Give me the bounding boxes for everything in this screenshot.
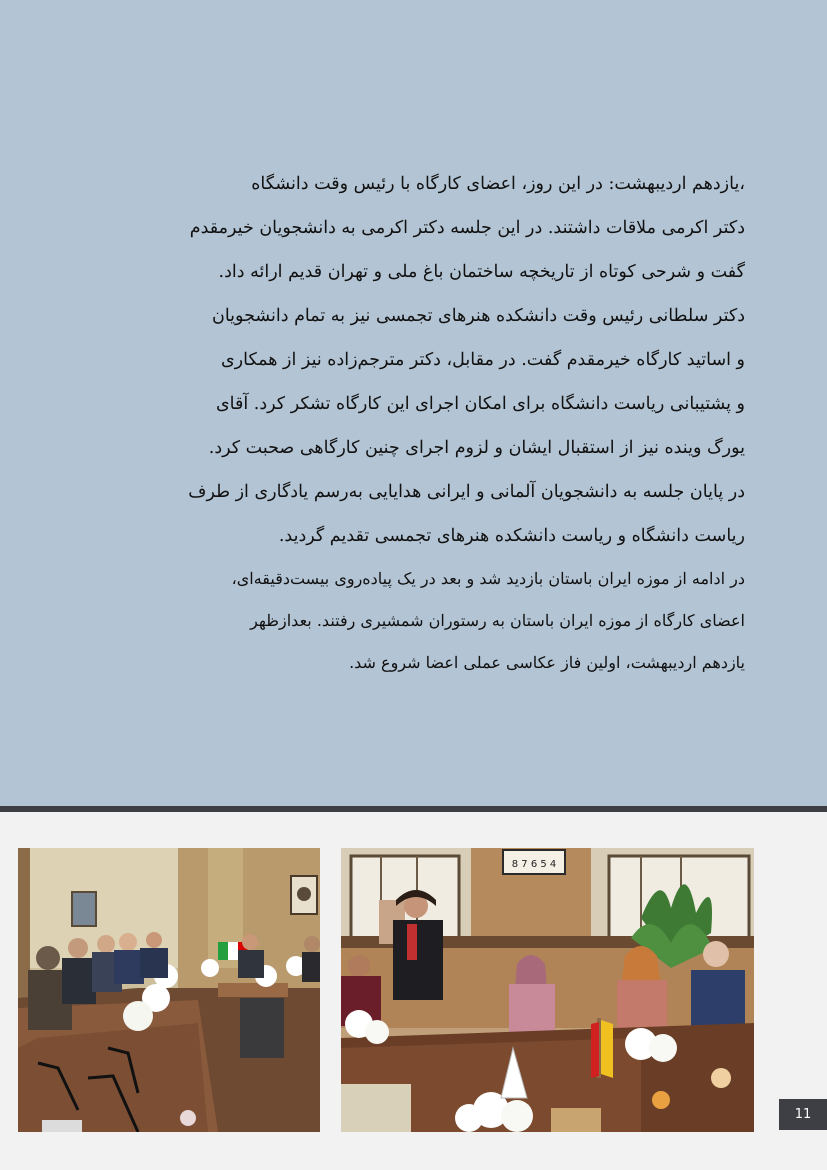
clock-digits: 8 7 6 5 4 — [511, 859, 557, 870]
text-line: و پشتیبانی ریاست دانشگاه برای امکان اجرای این کارگاه تشکر کرد. آقای — [215, 394, 745, 414]
text-line: در ادامه از موزه ایران باستان بازدید شد و بعد در یک پیاده‌روی بیست‌دقیقه‌ای، — [231, 569, 745, 588]
meeting-photo-left — [18, 848, 320, 1132]
paragraph-museum — [105, 558, 745, 684]
meeting-room-illustration — [341, 848, 754, 1132]
text-line: ،یازدهم اردیبهشت: در این روز، اعضای کارگاه با رئیس وقت دانشگاه — [251, 174, 745, 194]
text-line: در پایان جلسه به دانشجویان آلمانی و ایرانی هدایایی به‌رسم یادگاری از طرف — [188, 482, 745, 502]
page-number: 11 — [779, 1099, 827, 1130]
article-text — [105, 162, 745, 684]
meeting-photo-right — [341, 848, 754, 1132]
text-line: ریاست دانشگاه و ریاست دانشکده هنرهای تجمسی تقدیم گردید. — [278, 526, 745, 546]
text-line: دکتر اکرمی ملاقات داشتند. در این جلسه دکتر اکرمی به دانشجویان خیرمقدم — [189, 218, 745, 238]
text-line: دکتر سلطانی رئیس وقت دانشکده هنرهای تجمسی نیز به تمام دانشجویان — [211, 306, 745, 326]
text-line: و اساتید کارگاه خیرمقدم گفت. در مقابل، دکتر مترجم‌زاده نیز از همکاری — [220, 350, 745, 370]
text-line: یورگ وینده نیز از استقبال ایشان و لزوم اجرای چنین کارگاهی صحبت کرد. — [208, 438, 745, 458]
text-line: اعضای کارگاه از موزه ایران باستان به رستوران شمشیری رفتند. بعدازظهر — [250, 611, 745, 630]
text-line: یازدهم اردیبهشت، اولین فاز عکاسی عملی اعضا شروع شد. — [349, 653, 745, 672]
meeting-room-illustration — [18, 848, 320, 1132]
paragraph-meeting — [105, 162, 745, 558]
text-line: گفت و شرحی کوتاه از تاریخچه ساختمان باغ ملی و تهران قدیم ارائه داد. — [218, 262, 745, 282]
section-divider — [0, 806, 827, 812]
